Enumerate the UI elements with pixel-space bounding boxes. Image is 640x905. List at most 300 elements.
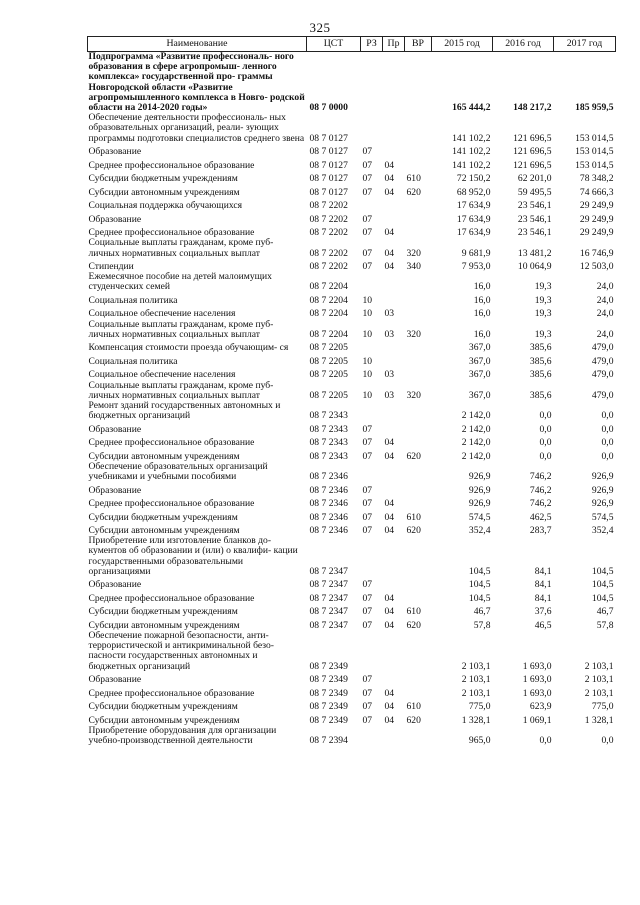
- cell-y2015: 2 103,1: [461, 674, 491, 686]
- cell-y2017: 74 666,3: [579, 186, 614, 198]
- cell-rz: [361, 462, 383, 482]
- cell-y2016: 385,6: [529, 355, 552, 367]
- cell-vr: [405, 482, 432, 496]
- header-vr: ВР: [405, 37, 432, 52]
- cell-y2016: 746,2: [529, 484, 552, 496]
- cell-cst: 08 7 2205: [309, 369, 348, 381]
- cell-y2016: 19,3: [534, 281, 552, 293]
- cell-name: Социальная политика: [88, 355, 178, 367]
- cell-cst: 08 7 0127: [309, 186, 348, 198]
- cell-y2016: 13 481,2: [517, 247, 552, 259]
- cell-rz: 07: [362, 186, 373, 198]
- cell-cst: 08 7 2346: [309, 471, 348, 483]
- cell-y2016: 19,3: [534, 328, 552, 340]
- cell-y2016: 1 693,0: [522, 660, 552, 672]
- table-row: [88, 238, 616, 258]
- cell-cst: 08 7 0000: [309, 102, 348, 114]
- cell-pr: 04: [384, 687, 395, 699]
- cell-y2015: 104,5: [468, 592, 491, 604]
- cell-vr: [405, 591, 432, 605]
- cell-vr: [405, 367, 432, 381]
- cell-y2017: 24,0: [596, 308, 614, 320]
- cell-cst: 08 7 2343: [309, 410, 348, 422]
- cell-y2017: 16 746,9: [579, 247, 614, 259]
- cell-vr: 610: [406, 606, 421, 618]
- cell-y2015: 16,0: [473, 308, 491, 320]
- cell-pr: 03: [384, 328, 395, 340]
- header-name: Наименование: [88, 37, 307, 52]
- cell-vr: 610: [406, 511, 421, 523]
- table-row: [88, 421, 616, 435]
- cell-name: Субсидии автономным учреждениям: [88, 619, 240, 631]
- table-row: [88, 259, 616, 273]
- cell-pr: 04: [384, 714, 395, 726]
- cell-y2017: 2 103,1: [584, 687, 614, 699]
- cell-pr: [383, 631, 405, 672]
- cell-vr: 610: [406, 173, 421, 185]
- cell-y2016: 0,0: [539, 437, 552, 449]
- cell-y2017: 78 348,2: [579, 173, 614, 185]
- cell-y2017: 2 103,1: [584, 674, 614, 686]
- cell-name: Приобретение оборудования для организации учебно-производственной деятельности: [88, 724, 277, 747]
- cell-rz: 10: [362, 355, 373, 367]
- cell-y2015: 2 103,1: [461, 660, 491, 672]
- cell-name: Социальные выплаты гражданам, кроме пуб- личных нормативных социальных выплат: [88, 379, 274, 401]
- cell-vr: [405, 435, 432, 449]
- cell-pr: 04: [384, 437, 395, 449]
- cell-rz: [361, 631, 383, 672]
- cell-vr: [405, 631, 432, 672]
- header-pr: Пр: [383, 37, 405, 52]
- cell-vr: 320: [406, 389, 421, 401]
- cell-vr: [405, 462, 432, 482]
- cell-cst: 08 7 2347: [309, 579, 348, 591]
- table-row: [88, 712, 616, 726]
- cell-name: Образование: [88, 213, 142, 225]
- cell-y2016: 37,6: [534, 606, 552, 618]
- cell-cst: 08 7 2347: [309, 592, 348, 604]
- table-row: [88, 272, 616, 292]
- cell-y2015: 2 142,0: [461, 450, 491, 462]
- cell-y2017: 0,0: [601, 423, 614, 435]
- cell-rz: [361, 726, 383, 746]
- cell-y2017: 2 103,1: [584, 660, 614, 672]
- cell-y2015: 926,9: [468, 484, 491, 496]
- cell-y2016: 1 069,1: [522, 714, 552, 726]
- cell-y2016: 148 217,2: [513, 102, 552, 114]
- cell-cst: 08 7 2204: [309, 328, 348, 340]
- cell-y2015: 367,0: [468, 355, 491, 367]
- cell-cst: 08 7 2347: [309, 606, 348, 618]
- cell-cst: 08 7 2346: [309, 511, 348, 523]
- cell-name: Социальные выплаты гражданам, кроме пуб- личных нормативных социальных выплат: [88, 318, 274, 340]
- cell-rz: 07: [362, 213, 373, 225]
- cell-name: Ремонт зданий государственных автономных и бюджетных организаций: [88, 399, 281, 422]
- cell-pr: [383, 421, 405, 435]
- cell-y2016: 385,6: [529, 342, 552, 354]
- cell-pr: 04: [384, 227, 395, 239]
- cell-y2017: 1 328,1: [584, 714, 614, 726]
- cell-y2016: 10 064,9: [517, 261, 552, 273]
- cell-y2017: 104,5: [591, 579, 614, 591]
- cell-vr: [405, 144, 432, 158]
- cell-y2016: 462,5: [529, 511, 552, 523]
- cell-cst: 08 7 2347: [309, 565, 348, 577]
- cell-y2017: 57,8: [596, 619, 614, 631]
- cell-rz: 07: [362, 511, 373, 523]
- cell-y2015: 17 634,9: [456, 227, 491, 239]
- cell-y2017: 479,0: [591, 342, 614, 354]
- cell-vr: [405, 293, 432, 307]
- cell-name: Субсидии автономным учреждениям: [88, 714, 240, 726]
- cell-pr: 04: [384, 511, 395, 523]
- cell-y2016: 121 696,5: [513, 159, 552, 171]
- cell-vr: 320: [406, 328, 421, 340]
- cell-cst: 08 7 2205: [309, 342, 348, 354]
- table-body: [88, 52, 616, 747]
- cell-name: Субсидии автономным учреждениям: [88, 525, 240, 537]
- cell-y2015: 926,9: [468, 498, 491, 510]
- cell-y2015: 2 142,0: [461, 437, 491, 449]
- table-row: [88, 523, 616, 537]
- cell-rz: [361, 113, 383, 144]
- cell-pr: [383, 340, 405, 354]
- cell-y2016: 84,1: [534, 579, 552, 591]
- cell-y2016: 23 546,1: [517, 227, 552, 239]
- cell-y2015: 141 102,2: [452, 159, 491, 171]
- budget-table: [87, 36, 616, 746]
- cell-vr: [405, 211, 432, 225]
- cell-pr: [383, 726, 405, 746]
- cell-y2015: 926,9: [468, 471, 491, 483]
- table-row: [88, 631, 616, 672]
- cell-name: Субсидии бюджетным учреждениям: [88, 173, 238, 185]
- cell-rz: 07: [362, 701, 373, 713]
- table-row: [88, 293, 616, 307]
- cell-name: Образование: [88, 674, 142, 686]
- table-row: [88, 320, 616, 340]
- cell-rz: [361, 340, 383, 354]
- cell-vr: [405, 157, 432, 171]
- table-row: [88, 482, 616, 496]
- cell-y2017: 153 014,5: [575, 159, 614, 171]
- cell-cst: 08 7 2394: [309, 735, 348, 747]
- cell-pr: [383, 354, 405, 368]
- cell-rz: 10: [362, 369, 373, 381]
- cell-vr: [405, 685, 432, 699]
- cell-name: Социальное обеспечение населения: [88, 369, 236, 381]
- header-2015: 2015 год: [432, 37, 493, 52]
- table-row: [88, 685, 616, 699]
- cell-rz: 10: [362, 294, 373, 306]
- table-row: [88, 726, 616, 746]
- header-2016: 2016 год: [493, 37, 554, 52]
- cell-rz: 07: [362, 484, 373, 496]
- cell-y2015: 57,8: [473, 619, 491, 631]
- cell-rz: 07: [362, 437, 373, 449]
- cell-vr: [405, 306, 432, 320]
- cell-vr: [405, 726, 432, 746]
- cell-y2017: 479,0: [591, 389, 614, 401]
- cell-cst: 08 7 2202: [309, 261, 348, 273]
- cell-cst: 08 7 0127: [309, 173, 348, 185]
- cell-vr: [405, 421, 432, 435]
- cell-name: Социальные выплаты гражданам, кроме пуб- личных нормативных социальных выплат: [88, 237, 274, 259]
- cell-name: Стипендии: [88, 261, 134, 273]
- cell-cst: 08 7 2346: [309, 498, 348, 510]
- cell-vr: [405, 577, 432, 591]
- cell-y2016: 19,3: [534, 308, 552, 320]
- cell-vr: [405, 272, 432, 292]
- cell-cst: 08 7 2202: [309, 227, 348, 239]
- cell-pr: [383, 401, 405, 421]
- cell-pr: 04: [384, 525, 395, 537]
- cell-y2017: 104,5: [591, 592, 614, 604]
- cell-y2017: 0,0: [601, 410, 614, 422]
- cell-pr: 04: [384, 592, 395, 604]
- cell-rz: 07: [362, 450, 373, 462]
- cell-name: Образование: [88, 146, 142, 158]
- cell-pr: 04: [384, 498, 395, 510]
- cell-y2017: 0,0: [601, 735, 614, 747]
- cell-y2015: 165 444,2: [452, 102, 491, 114]
- cell-y2016: 283,7: [529, 525, 552, 537]
- cell-pr: 03: [384, 389, 395, 401]
- cell-vr: [405, 52, 432, 114]
- cell-rz: [361, 198, 383, 212]
- cell-rz: 07: [362, 592, 373, 604]
- cell-vr: [405, 354, 432, 368]
- cell-y2017: 926,9: [591, 498, 614, 510]
- cell-vr: 620: [406, 450, 421, 462]
- cell-y2015: 2 103,1: [461, 687, 491, 699]
- cell-name: Субсидии бюджетным учреждениям: [88, 511, 238, 523]
- cell-name: Компенсация стоимости проезда обучающим- ся: [88, 342, 289, 354]
- cell-y2016: 385,6: [529, 369, 552, 381]
- table-row: [88, 672, 616, 686]
- cell-y2017: 12 503,0: [579, 261, 614, 273]
- cell-name: Среднее профессиональное образование: [88, 159, 255, 171]
- cell-name: Социальная поддержка обучающихся: [88, 200, 243, 212]
- cell-name: Среднее профессиональное образование: [88, 592, 255, 604]
- cell-cst: 08 7 2347: [309, 619, 348, 631]
- table-row: [88, 536, 616, 577]
- cell-y2016: 623,9: [529, 701, 552, 713]
- cell-cst: 08 7 2349: [309, 660, 348, 672]
- cell-y2016: 1 693,0: [522, 674, 552, 686]
- cell-rz: [361, 536, 383, 577]
- cell-vr: 620: [406, 186, 421, 198]
- cell-y2017: 24,0: [596, 294, 614, 306]
- cell-vr: 620: [406, 525, 421, 537]
- cell-name: Социальное обеспечение населения: [88, 308, 236, 320]
- table-row: [88, 52, 616, 114]
- cell-y2015: 2 142,0: [461, 423, 491, 435]
- table-row: [88, 225, 616, 239]
- cell-cst: 08 7 2349: [309, 674, 348, 686]
- cell-vr: [405, 401, 432, 421]
- cell-rz: 07: [362, 423, 373, 435]
- cell-y2017: 46,7: [596, 606, 614, 618]
- cell-y2016: 0,0: [539, 450, 552, 462]
- cell-y2015: 9 681,9: [461, 247, 491, 259]
- header-rz: РЗ: [361, 37, 383, 52]
- cell-rz: [361, 272, 383, 292]
- cell-y2015: 367,0: [468, 369, 491, 381]
- cell-y2016: 59 495,5: [517, 186, 552, 198]
- cell-pr: [383, 113, 405, 144]
- cell-pr: [383, 293, 405, 307]
- cell-name: Среднее профессиональное образование: [88, 227, 255, 239]
- cell-vr: 340: [406, 261, 421, 273]
- cell-rz: 07: [362, 261, 373, 273]
- cell-rz: 07: [362, 525, 373, 537]
- table-row: [88, 577, 616, 591]
- table-row: [88, 367, 616, 381]
- cell-rz: 07: [362, 687, 373, 699]
- cell-y2015: 141 102,2: [452, 146, 491, 158]
- cell-y2015: 16,0: [473, 281, 491, 293]
- cell-y2016: 0,0: [539, 410, 552, 422]
- table-row: [88, 591, 616, 605]
- table-row: [88, 113, 616, 144]
- table-row: [88, 306, 616, 320]
- cell-y2015: 775,0: [468, 701, 491, 713]
- cell-y2016: 0,0: [539, 423, 552, 435]
- cell-rz: 07: [362, 146, 373, 158]
- cell-pr: [383, 577, 405, 591]
- cell-y2017: 153 014,5: [575, 146, 614, 158]
- table-row: [88, 171, 616, 185]
- cell-pr: 04: [384, 173, 395, 185]
- cell-cst: 08 7 2205: [309, 355, 348, 367]
- cell-vr: [405, 496, 432, 510]
- cell-pr: [383, 482, 405, 496]
- cell-pr: [383, 144, 405, 158]
- table-row: [88, 401, 616, 421]
- cell-y2015: 17 634,9: [456, 200, 491, 212]
- cell-y2016: 385,6: [529, 389, 552, 401]
- cell-rz: 07: [362, 247, 373, 259]
- cell-y2015: 965,0: [468, 735, 491, 747]
- cell-y2015: 16,0: [473, 328, 491, 340]
- cell-name: Обеспечение образовательных организаций учебниками и учебными пособиями: [88, 460, 268, 483]
- header-2017: 2017 год: [554, 37, 616, 52]
- cell-y2016: 84,1: [534, 565, 552, 577]
- cell-y2017: 479,0: [591, 369, 614, 381]
- cell-y2016: 746,2: [529, 471, 552, 483]
- cell-y2017: 29 249,9: [579, 213, 614, 225]
- cell-pr: [383, 536, 405, 577]
- cell-pr: [383, 462, 405, 482]
- table-row: [88, 211, 616, 225]
- cell-vr: [405, 672, 432, 686]
- cell-rz: 07: [362, 173, 373, 185]
- cell-y2016: 0,0: [539, 735, 552, 747]
- table-header-row: [88, 37, 616, 52]
- cell-name: Ежемесячное пособие на детей малоимущих студенческих семей: [88, 271, 272, 293]
- cell-pr: 04: [384, 606, 395, 618]
- cell-rz: 10: [362, 328, 373, 340]
- cell-name: Среднее профессиональное образование: [88, 498, 255, 510]
- cell-y2017: 104,5: [591, 565, 614, 577]
- cell-name: Обеспечение деятельности профессиональ- ных образовательных организаций, реали- зующих программы подготовки специалистов среднего звена: [88, 112, 305, 144]
- cell-y2015: 72 150,2: [456, 173, 491, 185]
- cell-cst: 08 7 2204: [309, 308, 348, 320]
- cell-vr: [405, 536, 432, 577]
- cell-pr: 03: [384, 369, 395, 381]
- cell-vr: [405, 340, 432, 354]
- cell-y2016: 46,5: [534, 619, 552, 631]
- cell-rz: 07: [362, 619, 373, 631]
- table-row: [88, 462, 616, 482]
- cell-rz: 07: [362, 579, 373, 591]
- cell-y2016: 23 546,1: [517, 200, 552, 212]
- cell-y2017: 0,0: [601, 450, 614, 462]
- cell-pr: [383, 211, 405, 225]
- cell-rz: [361, 52, 383, 114]
- cell-rz: [361, 401, 383, 421]
- cell-name: Субсидии автономным учреждениям: [88, 186, 240, 198]
- cell-pr: 04: [384, 619, 395, 631]
- cell-pr: 04: [384, 450, 395, 462]
- cell-y2016: 121 696,5: [513, 146, 552, 158]
- cell-cst: 08 7 0127: [309, 159, 348, 171]
- cell-y2017: 775,0: [591, 701, 614, 713]
- cell-rz: 10: [362, 389, 373, 401]
- cell-y2016: 84,1: [534, 592, 552, 604]
- cell-cst: 08 7 2349: [309, 701, 348, 713]
- cell-name: Образование: [88, 579, 142, 591]
- cell-vr: 610: [406, 701, 421, 713]
- table-row: [88, 509, 616, 523]
- cell-cst: 08 7 2349: [309, 687, 348, 699]
- cell-y2015: 7 953,0: [461, 261, 491, 273]
- page-number: 325: [309, 20, 331, 35]
- cell-pr: 04: [384, 186, 395, 198]
- cell-pr: 03: [384, 308, 395, 320]
- table-row: [88, 435, 616, 449]
- cell-y2015: 141 102,2: [452, 132, 491, 144]
- cell-cst: 08 7 2202: [309, 247, 348, 259]
- table-row: [88, 448, 616, 462]
- table-row: [88, 618, 616, 632]
- cell-y2016: 746,2: [529, 498, 552, 510]
- cell-y2017: 185 959,5: [575, 102, 614, 114]
- cell-name: Среднее профессиональное образование: [88, 437, 255, 449]
- cell-pr: 04: [384, 159, 395, 171]
- cell-y2017: 24,0: [596, 281, 614, 293]
- cell-y2016: 23 546,1: [517, 213, 552, 225]
- cell-rz: 07: [362, 674, 373, 686]
- cell-name: Субсидии бюджетным учреждениям: [88, 606, 238, 618]
- cell-cst: 08 7 2204: [309, 294, 348, 306]
- table-row: [88, 699, 616, 713]
- cell-pr: 04: [384, 247, 395, 259]
- cell-cst: 08 7 2343: [309, 450, 348, 462]
- cell-y2017: 479,0: [591, 355, 614, 367]
- cell-y2015: 104,5: [468, 579, 491, 591]
- cell-y2015: 352,4: [468, 525, 491, 537]
- cell-vr: [405, 113, 432, 144]
- cell-y2017: 29 249,9: [579, 227, 614, 239]
- cell-y2016: 121 696,5: [513, 132, 552, 144]
- table-row: [88, 198, 616, 212]
- cell-rz: 07: [362, 714, 373, 726]
- cell-name: Обеспечение пожарной безопасности, анти- террористической и антикриминальной безо- пасности государственных автономных и бюджетных организаций: [88, 630, 274, 672]
- table-row: [88, 144, 616, 158]
- cell-vr: [405, 198, 432, 212]
